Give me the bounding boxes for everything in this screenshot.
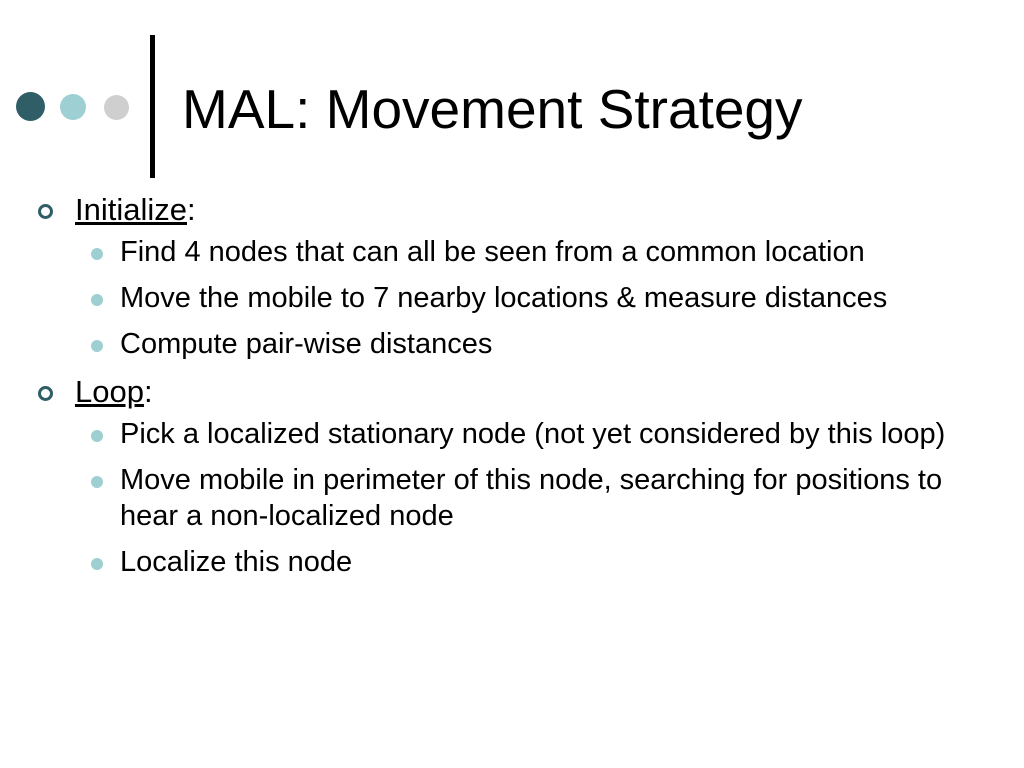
section-heading: Loop [75,374,144,409]
filled-circle-bullet-icon [91,430,103,442]
list-item-text: Pick a localized stationary node (not yet considered by this loop) [120,418,946,450]
section-loop [0,372,1024,412]
list-item [0,544,1024,580]
loop-items [0,416,1024,580]
list-item [0,326,1024,362]
list-item-text: Find 4 nodes that can all be seen from a common location [120,236,865,268]
slide-title: MAL: Movement Strategy [182,78,803,140]
list-item [0,462,1024,534]
title-divider [150,35,155,178]
gray-circle-icon [104,95,129,120]
section-heading: Initialize [75,192,187,227]
hollow-circle-bullet-icon [38,386,53,401]
light-teal-circle-icon [60,94,86,120]
list-item [0,416,1024,452]
filled-circle-bullet-icon [91,294,103,306]
section-initialize [0,190,1024,230]
hollow-circle-bullet-icon [38,204,53,219]
filled-circle-bullet-icon [91,558,103,570]
list-item [0,234,1024,270]
list-item-text: Move the mobile to 7 nearby locations & measure distances [120,282,888,314]
title-decoration [0,0,160,200]
list-item-text: Compute pair-wise distances [120,328,493,360]
list-item [0,280,1024,316]
filled-circle-bullet-icon [91,248,103,260]
slide-body [0,190,1024,590]
list-item-text: Move mobile in perimeter of this node, searching for positions to hear a non-localized node [120,464,943,532]
section-heading-suffix: : [143,374,153,409]
list-item-text: Localize this node [120,546,353,578]
filled-circle-bullet-icon [91,340,103,352]
initialize-items [0,234,1024,362]
dark-teal-circle-icon [16,92,45,121]
filled-circle-bullet-icon [91,476,103,488]
section-heading-suffix: : [187,192,196,227]
